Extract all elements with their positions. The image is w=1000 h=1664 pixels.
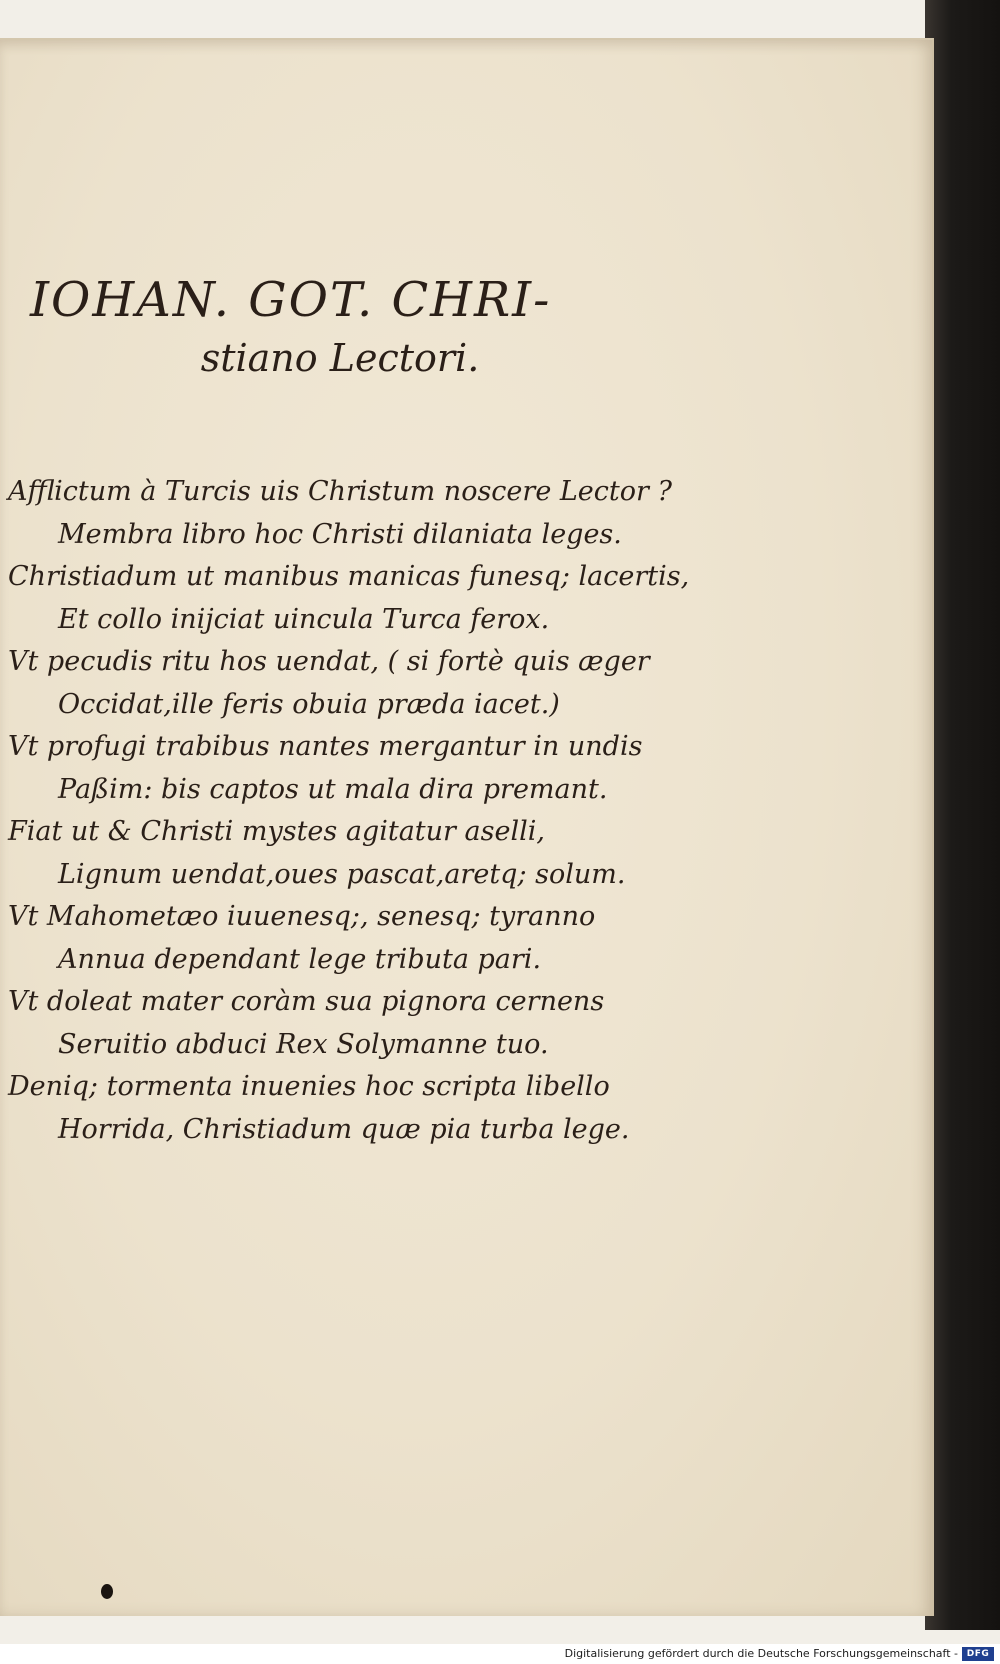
poem-line: Lignum uendat,oues pascat,aretq; solum. — [58, 858, 626, 890]
poem-line: Vt doleat mater coràm sua pignora cernens — [8, 986, 605, 1017]
heading-line-2: stiano Lectori. — [200, 336, 480, 380]
poem-line: Christiadum ut manibus manicas funesq; lacertis, — [8, 561, 690, 592]
poem-line: Annua dependant lege tributa pari. — [58, 943, 542, 975]
poem-line: Vt profugi trabibus nantes mergantur in undis — [8, 731, 643, 762]
poem-line: Et collo inijciat uincula Turca ferox. — [58, 603, 550, 635]
poem-line: Fiat ut & Christi mystes agitatur aselli, — [8, 816, 545, 847]
footer-bar — [0, 1644, 1000, 1664]
poem-line: Afflictum à Turcis uis Christum noscere Lector ? — [8, 476, 672, 507]
poem-line: Deniq; tormenta inuenies hoc scripta libello — [8, 1071, 610, 1102]
scanned-page — [0, 38, 934, 1616]
dfg-logo-icon: DFG — [962, 1647, 994, 1661]
book-binding-edge — [925, 0, 1000, 1630]
poem-line: Seruitio abduci Rex Solymanne tuo. — [58, 1028, 549, 1060]
poem — [8, 471, 708, 1151]
page-heading — [30, 268, 670, 384]
poem-line: Horrida, Christiadum quæ pia turba lege. — [58, 1113, 630, 1145]
poem-line: Vt pecudis ritu hos uendat, ( si fortè quis æger — [8, 646, 650, 677]
poem-line: Paßim: bis captos ut mala dira premant. — [58, 773, 608, 805]
poem-line: Membra libro hoc Christi dilaniata leges. — [58, 518, 622, 550]
poem-line: Vt Mahometæo iuuenesq;, senesq; tyranno — [8, 901, 596, 932]
poem-line: Occidat,ille feris obuia præda iacet.) — [58, 688, 560, 720]
heading-line-1: IOHAN. GOT. CHRI- — [30, 272, 552, 328]
ink-dot-mark — [101, 1584, 113, 1599]
funding-notice: Digitalisierung gefördert durch die Deutsche Forschungsgemeinschaft - — [564, 1647, 958, 1660]
